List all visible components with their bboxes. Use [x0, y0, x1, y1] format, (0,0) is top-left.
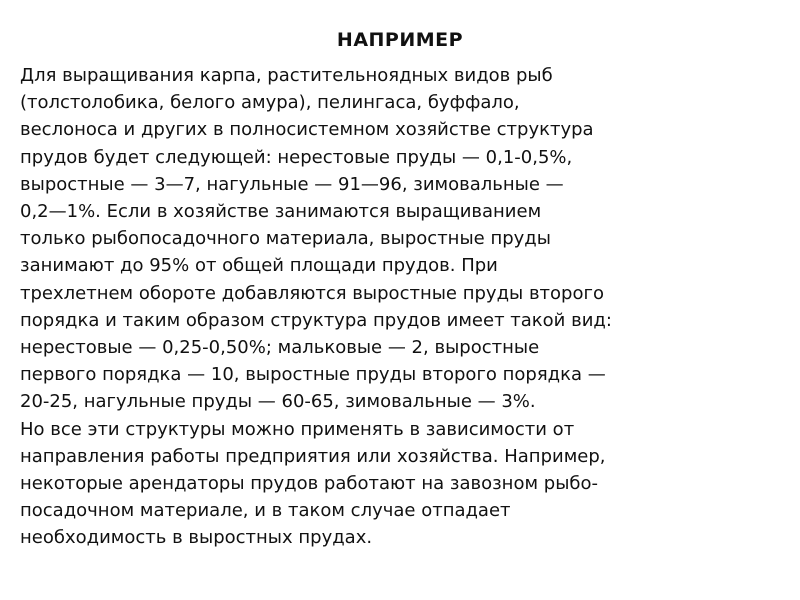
paragraph-line: трехлетнем обороте добавляются выростные пруды второго [20, 282, 604, 304]
paragraph-line: Но все эти структуры можно применять в зависимости от [20, 418, 575, 440]
paragraph-1 [20, 62, 790, 416]
paragraph-line: посадочном материале, и в таком случае отпадает [20, 500, 511, 522]
paragraph-line: веслоноса и других в полносистемном хозяйстве структура [20, 119, 594, 141]
paragraph-line: порядка и таким образом структура прудов имеет такой вид: [20, 309, 612, 331]
paragraph-line: 0,2—1%. Если в хозяйстве занимаются выращиванием [20, 201, 542, 223]
paragraph-line: направления работы предприятия или хозяйства. Например, [20, 445, 606, 467]
paragraph-line: первого порядка — 10, выростные пруды второго порядка — [20, 364, 606, 386]
slide-body [20, 62, 790, 552]
paragraph-line: 20-25, нагульные пруды — 60-65, зимовальные — 3%. [20, 391, 536, 413]
paragraph-line: только рыбопосадочного материала, выростные пруды [20, 228, 551, 250]
paragraph-line: (толстолобика, белого амура), пелингаса, буффало, [20, 92, 520, 114]
paragraph-line: выростные — 3—7, нагульные — 91—96, зимовальные — [20, 173, 564, 195]
paragraph-line: занимают до 95% от общей площади прудов. При [20, 255, 498, 277]
slide-title: НАПРИМЕР [336, 29, 464, 51]
paragraph-line: прудов будет следующей: нерестовые пруды — 0,1-0,5%, [20, 146, 573, 168]
paragraph-line: необходимость в выростных прудах. [20, 527, 373, 549]
paragraph-line: нерестовые — 0,25-0,50%; мальковые — 2, выростные [20, 337, 540, 359]
paragraph-2 [20, 416, 790, 552]
paragraph-line: некоторые арендаторы прудов работают на завозном рыбо- [20, 473, 599, 495]
paragraph-line: Для выращивания карпа, растительноядных видов рыб [20, 65, 553, 86]
